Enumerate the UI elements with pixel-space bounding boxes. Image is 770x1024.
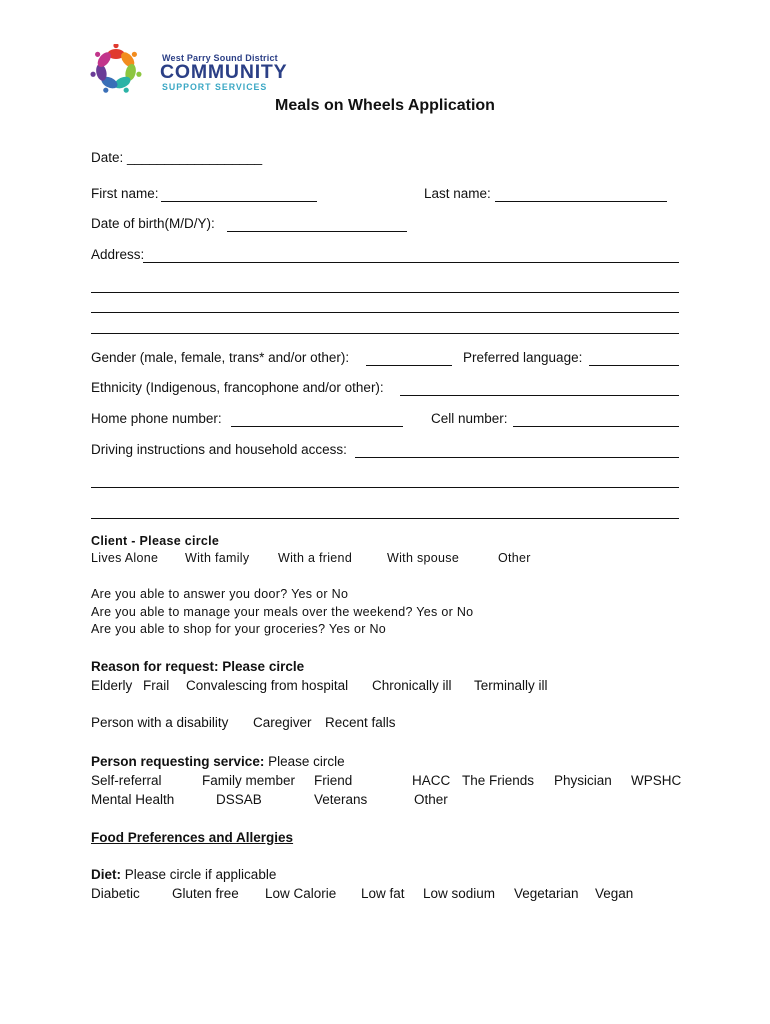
dob-field[interactable] bbox=[227, 231, 407, 232]
dob-label: Date of birth(M/D/Y): bbox=[91, 216, 215, 231]
logo-figure-head bbox=[103, 88, 108, 93]
address-field-line-3[interactable] bbox=[91, 312, 679, 313]
requester-option-mental-health[interactable]: Mental Health bbox=[91, 792, 175, 807]
ethnicity-label: Ethnicity (Indigenous, francophone and/or other): bbox=[91, 380, 384, 395]
page-title: Meals on Wheels Application bbox=[275, 97, 495, 114]
logo-emblem-icon bbox=[90, 44, 142, 94]
logo-figure-head bbox=[136, 72, 141, 77]
question-answer-door: Are you able to answer you door? Yes or No bbox=[91, 587, 349, 601]
client-option-with-spouse[interactable]: With spouse bbox=[387, 551, 460, 565]
reason-option-caregiver[interactable]: Caregiver bbox=[253, 715, 312, 730]
requester-option-self-referral[interactable]: Self-referral bbox=[91, 773, 162, 788]
question-shop-groceries: Are you able to shop for your groceries? Yes or No bbox=[91, 622, 387, 636]
reason-heading: Reason for request: Please circle bbox=[91, 659, 305, 674]
logo-figure-head bbox=[90, 72, 95, 77]
driving-instructions-field-line-2[interactable] bbox=[91, 487, 679, 488]
cell-number-field[interactable] bbox=[513, 426, 679, 427]
food-preferences-heading: Food Preferences and Allergies bbox=[91, 830, 294, 845]
address-field-line-1[interactable] bbox=[143, 262, 679, 263]
driving-instructions-label: Driving instructions and household access: bbox=[91, 442, 347, 457]
logo-figure-head bbox=[113, 44, 118, 48]
requester-option-wpshc[interactable]: WPSHC bbox=[631, 773, 682, 788]
gender-field[interactable] bbox=[366, 365, 452, 366]
requester-option-other[interactable]: Other bbox=[414, 792, 448, 807]
preferred-language-label: Preferred language: bbox=[463, 350, 583, 365]
organization-logo bbox=[90, 44, 315, 94]
requester-option-family-member[interactable]: Family member bbox=[202, 773, 296, 788]
requester-option-physician[interactable]: Physician bbox=[554, 773, 612, 788]
reason-option-convalescing[interactable]: Convalescing from hospital bbox=[186, 678, 349, 693]
preferred-language-field[interactable] bbox=[589, 365, 679, 366]
diet-option-vegan[interactable]: Vegan bbox=[595, 886, 634, 901]
requester-heading-bold: Person requesting service: bbox=[91, 754, 265, 769]
diet-option-vegetarian[interactable]: Vegetarian bbox=[514, 886, 579, 901]
reason-option-recent-falls[interactable]: Recent falls bbox=[325, 715, 396, 730]
requester-option-friend[interactable]: Friend bbox=[314, 773, 353, 788]
logo-line-support: SUPPORT SERVICES bbox=[162, 82, 268, 92]
reason-option-disability[interactable]: Person with a disability bbox=[91, 715, 229, 730]
requester-heading bbox=[91, 754, 345, 770]
cell-number-label: Cell number: bbox=[431, 411, 508, 426]
requester-option-hacc[interactable]: HACC bbox=[412, 773, 451, 788]
reason-option-chronically-ill[interactable]: Chronically ill bbox=[372, 678, 452, 693]
requester-heading-rest: Please circle bbox=[264, 754, 345, 769]
question-manage-meals: Are you able to manage your meals over the weekend? Yes or No bbox=[91, 605, 474, 619]
client-option-other[interactable]: Other bbox=[498, 551, 531, 565]
driving-instructions-field-line-3[interactable] bbox=[91, 518, 679, 519]
first-name-label: First name: bbox=[91, 186, 159, 201]
reason-option-frail[interactable]: Frail bbox=[143, 678, 170, 693]
last-name-label: Last name: bbox=[424, 186, 491, 201]
logo-line-district: West Parry Sound District bbox=[162, 53, 278, 63]
diet-option-low-calorie[interactable]: Low Calorie bbox=[265, 886, 337, 901]
diet-option-low-fat[interactable]: Low fat bbox=[361, 886, 405, 901]
diet-heading bbox=[91, 867, 276, 883]
diet-option-low-sodium[interactable]: Low sodium bbox=[423, 886, 496, 901]
last-name-field[interactable] bbox=[495, 201, 667, 202]
diet-option-gluten-free[interactable]: Gluten free bbox=[172, 886, 239, 901]
client-option-with-friend[interactable]: With a friend bbox=[278, 551, 353, 565]
reason-option-elderly[interactable]: Elderly bbox=[91, 678, 133, 693]
client-option-with-family[interactable]: With family bbox=[185, 551, 250, 565]
first-name-field[interactable] bbox=[161, 201, 317, 202]
requester-option-dssab[interactable]: DSSAB bbox=[216, 792, 262, 807]
ethnicity-field[interactable] bbox=[400, 395, 679, 396]
home-phone-field[interactable] bbox=[231, 426, 403, 427]
requester-option-veterans[interactable]: Veterans bbox=[314, 792, 368, 807]
requester-option-the-friends[interactable]: The Friends bbox=[462, 773, 535, 788]
diet-heading-rest: Please circle if applicable bbox=[121, 867, 277, 882]
diet-option-diabetic[interactable]: Diabetic bbox=[91, 886, 140, 901]
diet-heading-bold: Diet: bbox=[91, 867, 121, 882]
address-field-line-2[interactable] bbox=[91, 292, 679, 293]
reason-option-terminally-ill[interactable]: Terminally ill bbox=[474, 678, 548, 693]
date-label: Date: __________________ bbox=[91, 150, 263, 165]
gender-label: Gender (male, female, trans* and/or other): bbox=[91, 350, 350, 365]
driving-instructions-field-line-1[interactable] bbox=[355, 457, 679, 458]
logo-figure-head bbox=[95, 52, 100, 57]
address-field-line-4[interactable] bbox=[91, 333, 679, 334]
logo-figure-head bbox=[132, 52, 137, 57]
address-label: Address: bbox=[91, 247, 145, 262]
client-heading: Client - Please circle bbox=[91, 534, 220, 548]
logo-figure-head bbox=[124, 88, 129, 93]
client-option-lives-alone[interactable]: Lives Alone bbox=[91, 551, 159, 565]
home-phone-label: Home phone number: bbox=[91, 411, 222, 426]
logo-line-community: COMMUNITY bbox=[160, 61, 288, 83]
